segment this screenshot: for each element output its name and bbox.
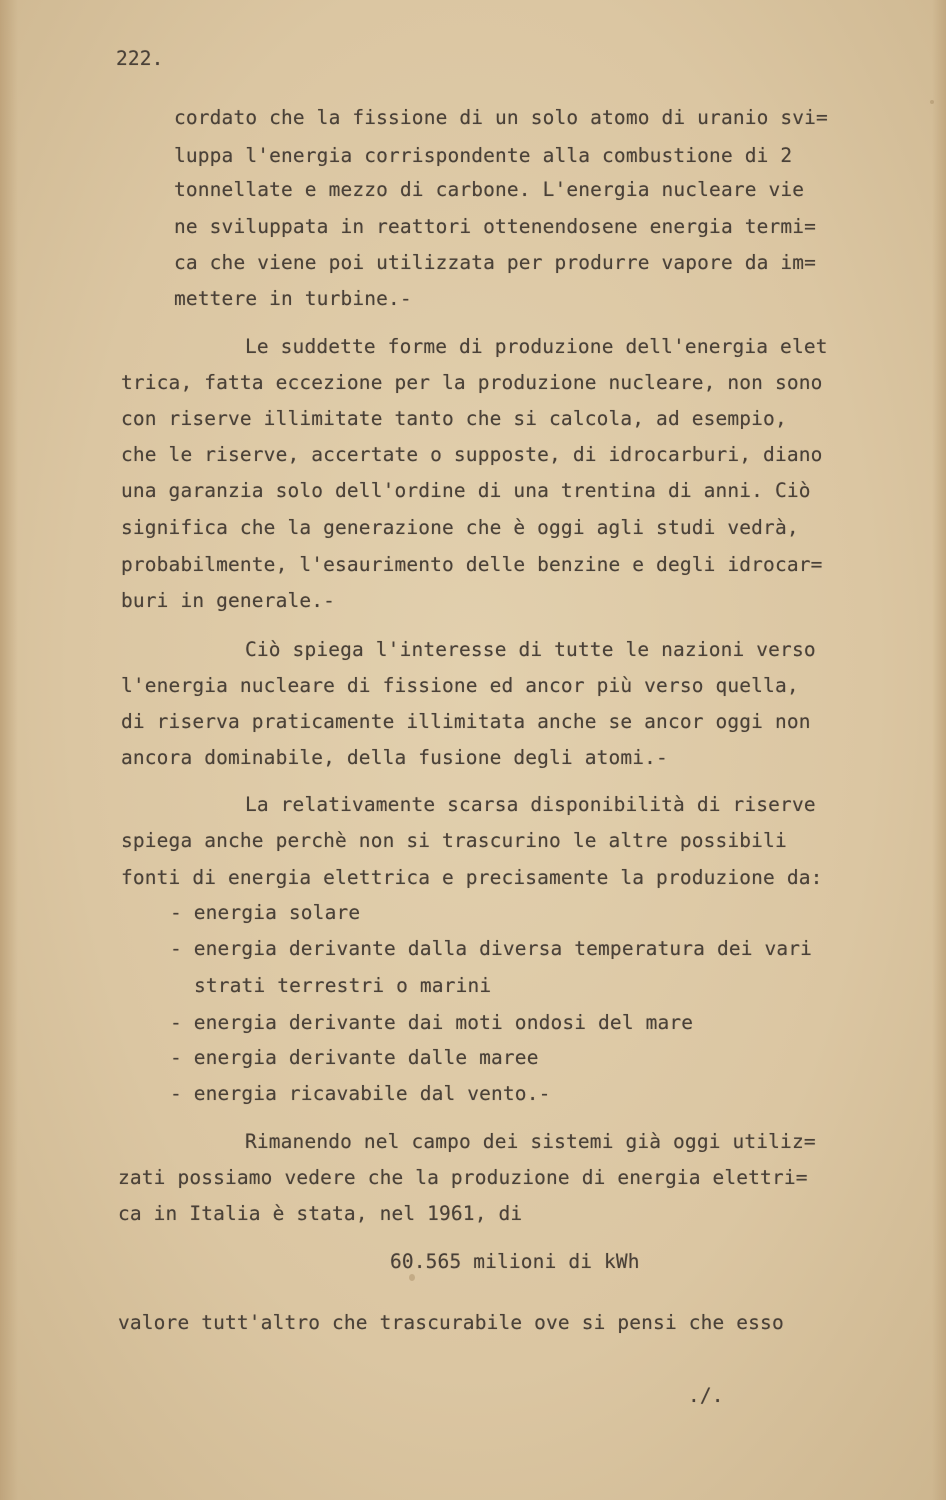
text-line: che le riserve, accertate o supposte, di idrocarburi, diano [121,443,823,466]
text-line: probabilmente, l'esaurimento delle benzine e degli idrocar= [121,553,823,576]
text-line: di riserva praticamente illimitata anche se ancor oggi non [121,710,811,733]
text-line: La relativamente scarsa disponibilità di riserve [245,793,816,816]
production-value: 60.565 milioni di kWh [390,1250,640,1273]
list-item: - energia derivante dai moti ondosi del mare [170,1011,694,1034]
text-line: Le suddette forme di produzione dell'energia elet [245,335,828,358]
list-item-continuation: strati terrestri o marini [194,974,492,997]
list-item: - energia ricavabile dal vento.- [170,1082,551,1105]
text-line: fonti di energia elettrica e precisamente la produzione da: [121,866,823,889]
text-line: una garanzia solo dell'ordine di una trentina di anni. Ciò [121,479,811,502]
continuation-mark: ./. [688,1384,724,1407]
text-line: ne sviluppata in reattori ottenendosene energia termi= [174,215,817,238]
text-line: ancora dominabile, della fusione degli atomi.- [121,746,668,769]
text-line: mettere in turbine.- [174,287,412,310]
text-line: significa che la generazione che è oggi agli studi vedrà, [121,516,799,539]
text-line: Ciò spiega l'interesse di tutte le nazioni verso [245,638,816,661]
page-number: 222. [116,47,164,70]
text-line: cordato che la fissione di un solo atomo di uranio svi= [174,106,828,129]
text-line: ca in Italia è stata, nel 1961, di [118,1202,523,1225]
text-line: con riserve illimitate tanto che si calcola, ad esempio, [121,407,787,430]
paper-edge-right [932,0,946,1500]
text-line: buri in generale.- [121,589,336,612]
text-line: luppa l'energia corrispondente alla combustione di 2 [174,144,793,167]
text-line: Rimanendo nel campo dei sistemi già oggi utiliz= [245,1130,816,1153]
text-line: tonnellate e mezzo di carbone. L'energia nucleare vie [174,178,805,201]
list-item: - energia solare [170,901,361,924]
text-line: valore tutt'altro che trascurabile ove si pensi che esso [118,1311,784,1334]
text-line: spiega anche perchè non si trascurino le altre possibili [121,829,787,852]
paper-spot [930,100,934,104]
ink-spot [409,1274,415,1281]
text-line: ca che viene poi utilizzata per produrre vapore da im= [174,251,817,274]
text-line: trica, fatta eccezione per la produzione nucleare, non sono [121,371,823,394]
list-item: - energia derivante dalla diversa temperatura dei vari [170,937,813,960]
paper-edge-left [0,0,18,1500]
text-line: l'energia nucleare di fissione ed ancor più verso quella, [121,674,799,697]
list-item: - energia derivante dalle maree [170,1046,539,1069]
text-line: zati possiamo vedere che la produzione di energia elettri= [118,1166,808,1189]
